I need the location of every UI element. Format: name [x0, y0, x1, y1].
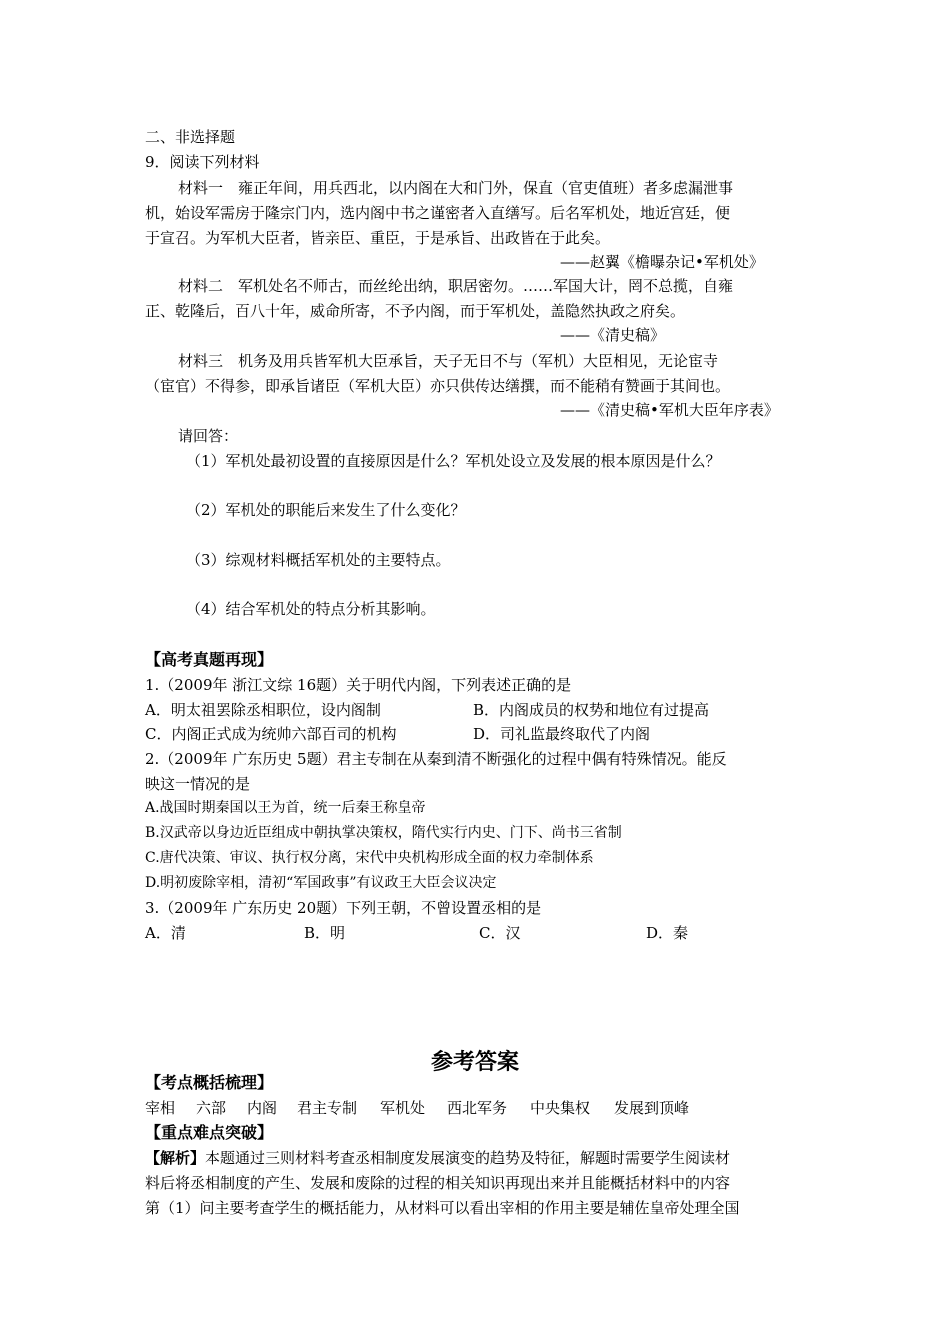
material-2-source: ——《清史稿》 — [560, 326, 666, 344]
material-1-line: 材料一 雍正年间，用兵西北，以内阁在大和门外，保直（官吏值班）者多虑漏泄事 — [178, 179, 734, 197]
sub-question-2: （2）军机处的职能后来发生了什么变化？ — [186, 501, 466, 519]
exam-q2-option-a: A.战国时期秦国以王为首，统一后秦王称皇帝 — [145, 800, 426, 816]
analysis-text: 本题通过三则材料考查丞相制度发展演变的趋势及特征，解题时需要学生阅读材 — [205, 1149, 731, 1167]
material-3-source: ——《清史稿•军机大臣年序表》 — [560, 401, 779, 419]
sub-question-1: （1）军机处最初设置的直接原因是什么？军机处设立及发展的根本原因是什么？ — [186, 452, 721, 470]
answers-title: 参考答案 — [430, 1050, 519, 1075]
keyword: 君主专制 — [297, 1099, 358, 1117]
exam-q2-option-d: D.明初废除宰相，清初“军国政事”有议政王大臣会议决定 — [145, 875, 497, 891]
sub-question-4: （4）结合军机处的特点分析其影响。 — [186, 600, 436, 618]
material-1-line: 于宣召。为军机大臣者，皆亲臣、重臣，于是承旨、出政皆在于此矣。 — [145, 229, 611, 247]
exam-q3-option-d: D．秦 — [646, 924, 689, 942]
exam-q3-option-b: B．明 — [304, 924, 346, 942]
section-title: 二、非选择题 — [145, 128, 236, 146]
analysis-line: 第（1）问主要考查学生的概括能力，从材料可以看出宰相的作用主要是辅佐皇帝处理全国 — [145, 1199, 740, 1217]
material-2-line: 材料二 军机处名不师古，而丝纶出纳，职居密勿。……军国大计，罔不总揽，自雍 — [178, 277, 734, 295]
material-3-line: 材料三 机务及用兵皆军机大臣承旨，天子无日不与（军机）大臣相见，无论宦寺 — [178, 352, 719, 370]
exam-q3-option-c: C．汉 — [479, 924, 521, 942]
analysis-line — [145, 1147, 730, 1169]
answers-heading-2: 【重点难点突破】 — [145, 1123, 274, 1142]
answer-prompt: 请回答： — [178, 427, 239, 445]
exam-q3-option-a: A．清 — [145, 924, 186, 942]
sub-question-3: （3）综观材料概括军机处的主要特点。 — [186, 551, 451, 569]
keyword: 宰相 — [145, 1099, 176, 1117]
keyword: 军机处 — [380, 1099, 426, 1117]
material-2-line: 正、乾隆后，百八十年，威命所寄，不予内阁，而于军机处，盖隐然执政之府矣。 — [145, 302, 686, 320]
exam-q1-option-b: B．内阁成员的权势和地位有过提高 — [473, 701, 710, 719]
exam-q3-stem: 3.（2009年 广东历史 20题）下列王朝，不曾设置丞相的是 — [145, 899, 542, 917]
exam-q1-option-d: D．司礼监最终取代了内阁 — [473, 725, 651, 743]
exam-q1-option-c: C．内阁正式成为统帅六部百司的机构 — [145, 725, 397, 743]
keyword: 西北军务 — [447, 1099, 508, 1117]
exam-q2-option-c: C.唐代决策、审议、执行权分离，宋代中央机构形成全面的权力牵制体系 — [145, 850, 594, 866]
analysis-line: 料后将丞相制度的产生、发展和废除的过程的相关知识再现出来并且能概括材料中的内容 — [145, 1174, 731, 1192]
exam-q2-option-b: B.汉武帝以身边近臣组成中朝执掌决策权，隋代实行内史、门下、尚书三省制 — [145, 825, 622, 841]
analysis-label: 【解析】 — [145, 1149, 206, 1167]
keyword: 发展到顶峰 — [614, 1099, 690, 1117]
keyword: 内阁 — [247, 1099, 278, 1117]
keyword: 中央集权 — [530, 1099, 591, 1117]
exam-q1-stem: 1.（2009年 浙江文综 16题）关于明代内阁，下列表述正确的是 — [145, 676, 572, 694]
material-1-source: ——赵翼《檐曝杂记•军机处》 — [560, 253, 764, 271]
material-1-line: 机，始设军需房于隆宗门内，选内阁中书之谨密者入直缮写。后名军机处，地近宫廷，便 — [145, 204, 731, 222]
material-3-line: （宦官）不得参，即承旨诸臣（军机大臣）亦只供传达缮撰，而不能稍有赞画于其间也。 — [145, 377, 731, 395]
exam-q1-option-a: A．明太祖罢除丞相职位，设内阁制 — [145, 701, 381, 719]
exam-q2-stem: 2.（2009年 广东历史 5题）君主专制在从秦到清不断强化的过程中偶有特殊情况。能反 — [145, 750, 727, 768]
exam-heading: 【高考真题再现】 — [145, 650, 274, 669]
keyword: 六部 — [196, 1099, 227, 1117]
answers-heading-1: 【考点概括梳理】 — [145, 1073, 274, 1092]
question-9-stem: 9．阅读下列材料 — [145, 153, 260, 171]
exam-q2-stem: 映这一情况的是 — [145, 775, 251, 793]
